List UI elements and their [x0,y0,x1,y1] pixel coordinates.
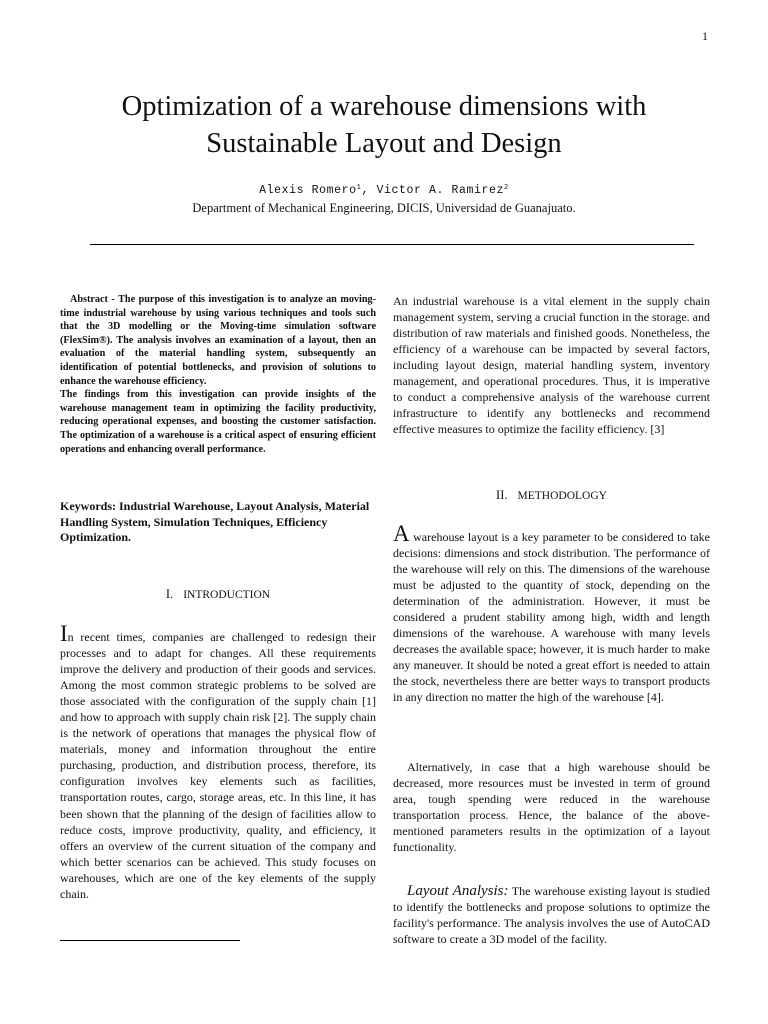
author-2-mark: 2 [504,184,509,192]
methodology-text-1: warehouse layout is a key parameter to be considered to take decisions: dimensions and stock distribution. The performance of the warehouse will rely on this. The dimensions of the warehouse must be adjusted to the quantity of stock, depending on the determination of the administration. However, it must be considered a prudent stability among high, width and length dimensions of the warehouse. A warehouse with many levels decreases the available space; however, it is much harder to make any maneuver. It should be noted a great effort is needed to attain the stock, nevertheless there are better ways to transport products in any direction no matter the high of the warehouse [4]. [393,530,710,705]
affiliation: Department of Mechanical Engineering, DICIS, Universidad de Guanajuato. [192,201,576,215]
section-heading-methodology [393,488,710,503]
methodology-paragraph-2: Alternatively, in case that a high warehouse should be decreased, more resources must be invested in term of ground area, tough spending were reduced in the warehouse transportation process. Hence, the balance of the above-mentioned parameters results in the optimization of a layout functionality. [393,760,710,855]
abstract-paragraph-1: Abstract - The purpose of this investigation is to analyze an moving-time industrial warehouse by using various techniques and tools such that the 3D modelling or the Moving-time simulation software (FlexSim®). The analysis involves an examination of a layout, then an evaluation of the material handling system, subsequently an identification of potential bottlenecks, and provision of solutions to enhance the warehouse efficiency. [60,294,376,387]
section-number: I. [165,587,174,601]
methodology-text-3: The warehouse existing layout is studied to identify the bottlenecks and propose solutions to optimize the facility's performance. The analysis involves the use of AutoCAD software to create a 3D model of the facility. [393,884,710,947]
author-1-mark: 1 [356,184,362,192]
section-label: INTRODUCTION [183,589,271,601]
warehouse-paragraph: An industrial warehouse is a vital element in the supply chain management system, serving a crucial function in the storage. and distribution of raw materials and finished goods. Nonetheless, the efficiency of a warehouse can be impacted by several factors, including layout design, material handling system, inventory management, and operational procedures. Thus, it is imperative to conduct a comprehensive analysis of the warehouse current infrastructure to identify any bottlenecks and recommend effective measures to optimize the facility efficiency. [3] [393,294,710,437]
section-label: METHODOLOGY [517,490,607,502]
keywords: Keywords: Industrial Warehouse, Layout Analysis, Material Handling System, Simulation Techniques, Efficiency Optimization. [60,499,370,545]
introduction-paragraph [60,621,376,902]
author-separator: , [361,184,377,197]
author-2: Victor A. Ramirez [376,184,505,197]
methodology-paragraph-1 [393,521,710,706]
page-number: 1 [702,29,708,43]
abstract-paragraph-2: The findings from this investigation can provide insights of the warehouse management team in optimizing the facility productivity, reducing operational expenses, and boosting the customer satisfaction. The optimization of a warehouse is a critical aspect of ensuring efficient operations and enhancing overall performance. [60,389,376,455]
abstract [60,293,376,456]
footnote-divider [60,940,240,941]
author-1: Alexis Romero [259,184,357,197]
paper-title [60,88,708,162]
dropcap-letter: I [60,621,68,646]
section-number: II. [496,488,508,502]
title-line-2: Sustainable Layout and Design [206,128,562,159]
methodology-paragraph-3 [393,883,710,947]
layout-analysis-lead: Layout Analysis: [407,883,509,899]
title-line-1: Optimization of a warehouse dimensions with [121,91,647,122]
dropcap-letter: A [393,521,410,546]
section-heading-introduction [60,587,376,602]
introduction-text: n recent times, companies are challenged to redesign their processes and to adapt for changes. All these requirements improve the delivery and production of their goods and services. Among the most common strategic problems to be solved are those associated with the configuration of the supply chain [1] and how to approach with supply chain risk [2]. The supply chain is the network of operations that manages the physical flow of materials, money and information throughout the entire purchasing, production, and distribution process, therefore, its configuration involves key elements such as facilities, transportation routes, cargo, storage areas, etc. In this line, it has been shown that the planning of the design of facilities allow to reduce costs, improve productivity, quality, and efficiency, it offers an overview of the current situation of the company and which better scenarios can be achieved. This study focuses on warehouses, which are one of the key elements of the supply chain. [60,630,376,901]
title-divider [90,244,694,245]
author-list [60,184,708,197]
